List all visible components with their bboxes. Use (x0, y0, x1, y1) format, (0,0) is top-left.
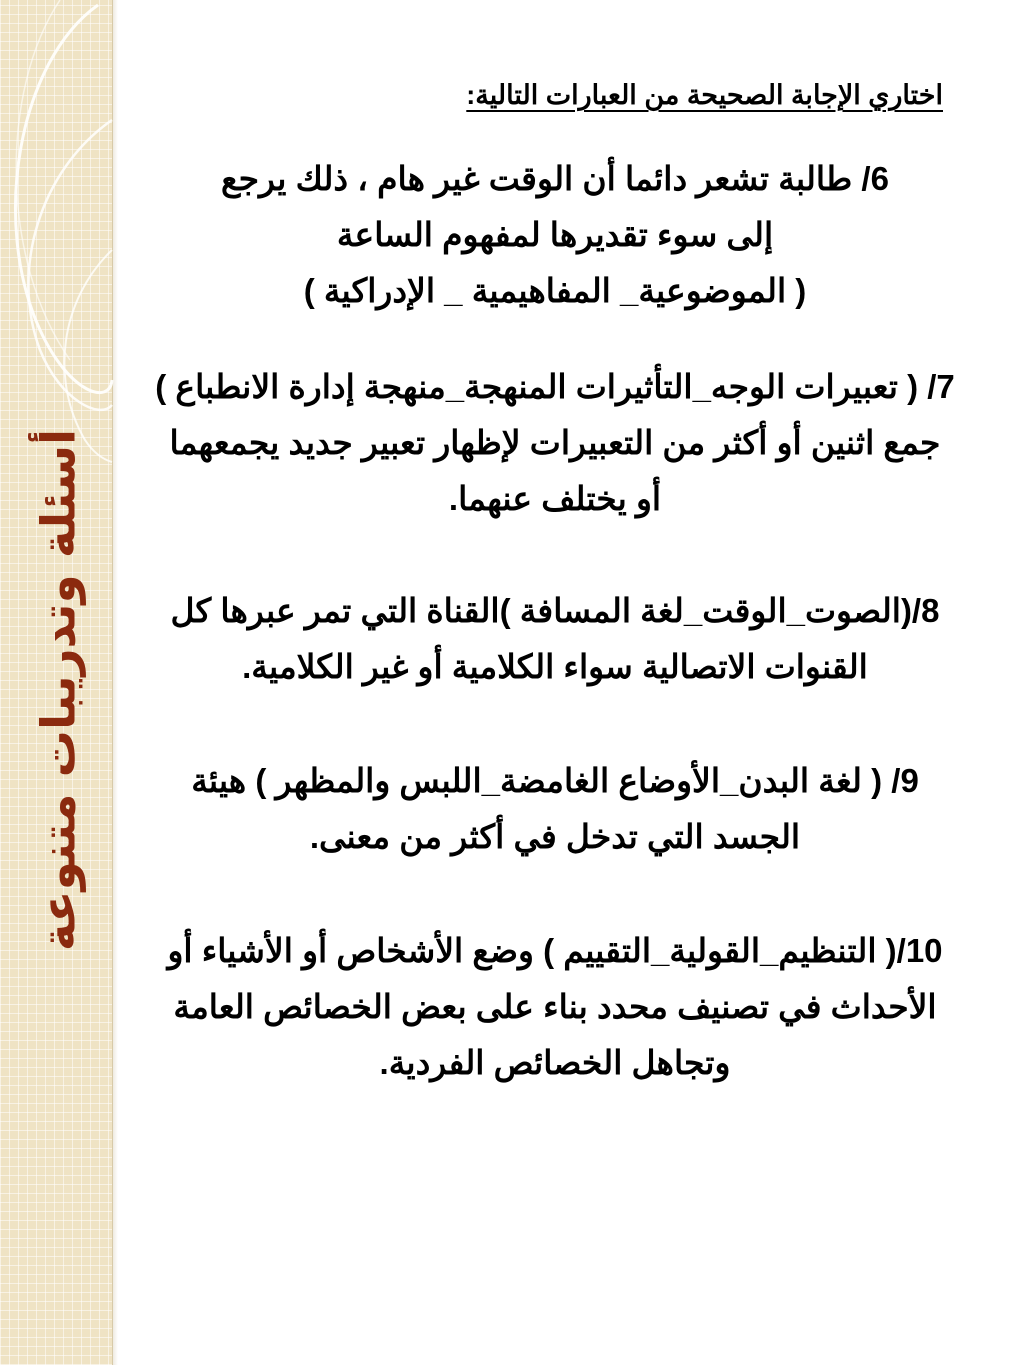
question-10: 10/( التنظيم_القولية_التقييم ) وضع الأشخاص أو الأشياء أو الأحداث في تصنيف محدد بناء على بعض الخصائص العامة وتجاهل الخصائص الفردية. (167, 932, 943, 1081)
question-6-options: ( الموضوعية_ المفاهيمية _ الإدراكية ) (303, 272, 807, 309)
question-9: 9/ ( لغة البدن_الأوضاع الغامضة_اللبس والمظهر ) هيئة الجسد التي تدخل في أكثر من معنى. (191, 762, 919, 855)
question-6-line-1: 6/ طالبة تشعر دائما أن الوقت غير هام ، ذلك يرجع (221, 160, 889, 197)
instruction-heading (155, 80, 943, 111)
sidebar-edge-shadow (112, 0, 118, 1365)
question-8: 8/(الصوت_الوقت_لغة المسافة )القناة التي تمر عبرها كل القنوات الاتصالية سواء الكلامية أو غير الكلامية. (170, 592, 940, 685)
question-6-line-2: إلى سوء تقديرها لمفهوم الساعة (336, 216, 774, 253)
question-7: 7/ ( تعبيرات الوجه_التأثيرات المنهجة_منهجة إدارة الانطباع ) جمع اثنين أو أكثر من التعبيرات لإظهار تعبير جديد يجمعهما أو يختلف عنهما. (155, 368, 955, 517)
question-6 (155, 151, 955, 319)
sidebar-vertical-title: أسئلة وتدريبات متنوعة (31, 428, 87, 952)
instruction-text: اختاري الإجابة الصحيحة من العبارات التالية: (466, 80, 943, 110)
question-content (155, 80, 955, 1091)
